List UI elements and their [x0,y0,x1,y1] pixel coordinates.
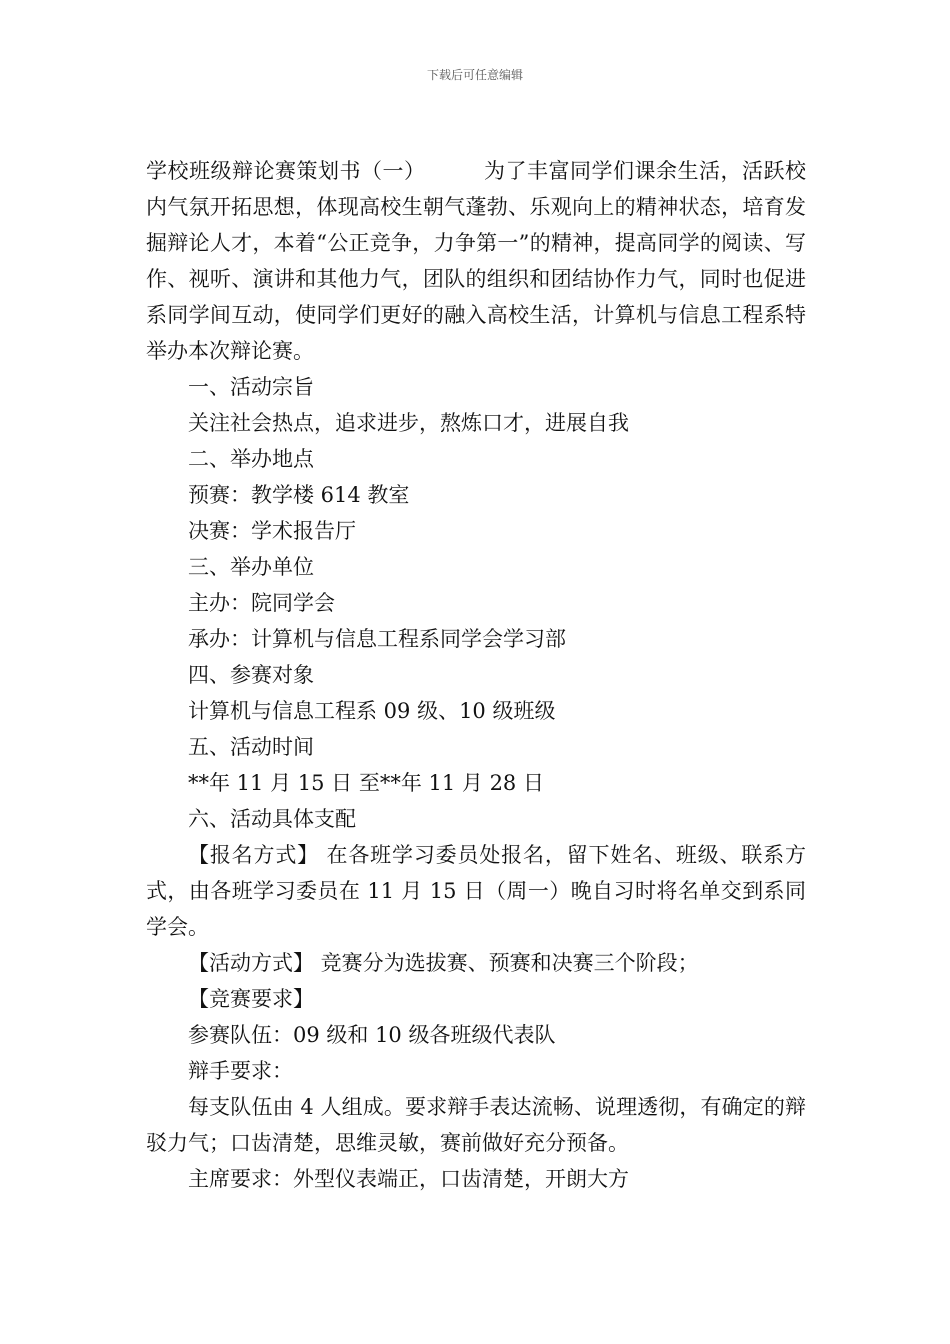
organizer-undertaker: 承办：计算机与信息工程系同学会学习部 [188,627,566,651]
heading-venue: 二、举办地点 [188,447,314,471]
chair-text: 主席要求：外型仪表端正，口齿清楚，开朗大方 [188,1167,629,1191]
heading-participants: 四、参赛对象 [188,663,314,687]
participants-text: 计算机与信息工程系 09 级、10 级班级 [188,699,556,723]
time-text: **年 11 月 15 日 至**年 11 月 28 日 [188,771,544,795]
venue-final: 决赛：学术报告厅 [188,519,356,543]
intro-text: 为了丰富同学们课余生活，活跃校内气氛开拓思想，体现高校生朝气蓬勃、乐观向上的精神状态，培育发掘辩论人才，本着“公正竞争，力争第一”的精神，提高同学的阅读、写作、视听、演讲和其他力气，团队的组织和团结协作力气，同时也促进系同学间互动，使同学们更好的融入高校生活，计算机与信息工程系特举办本次辩论赛。 [146,159,806,363]
page-header: 下载后可任意编辑 [426,68,523,82]
heading-time: 五、活动时间 [188,735,314,759]
organizer-host: 主办：院同学会 [188,591,335,615]
intro-paragraph [146,153,806,369]
heading-purpose: 一、活动宗旨 [188,375,314,399]
teams-text: 参赛队伍：09 级和 10 级各班级代表队 [188,1023,556,1047]
requirements-heading: 【竞赛要求】 [188,987,314,1011]
heading-arrangement: 六、活动具体支配 [188,807,356,831]
registration-text: 【报名方式】 在各班学习委员处报名，留下姓名、班级、联系方式，由各班学习委员在 11 月 15 日（周一）晚自习时将名单交到系同学会。 [146,843,806,939]
format-text: 【活动方式】 竞赛分为选拔赛、预赛和决赛三个阶段； [188,951,699,975]
purpose-text: 关注社会热点，追求进步，熬炼口才，进展自我 [188,411,629,435]
venue-prelim: 预赛：教学楼 614 教室 [188,483,410,507]
document-title: 学校班级辩论赛策划书（一） [146,159,426,183]
document-body [146,153,806,1197]
debater-text: 每支队伍由 4 人组成。要求辩手表达流畅、说理透彻，有确定的辩驳力气；口齿清楚，思维灵敏，赛前做好充分预备。 [146,1095,806,1155]
debater-heading: 辩手要求： [188,1059,293,1083]
heading-organizers: 三、举办单位 [188,555,314,579]
